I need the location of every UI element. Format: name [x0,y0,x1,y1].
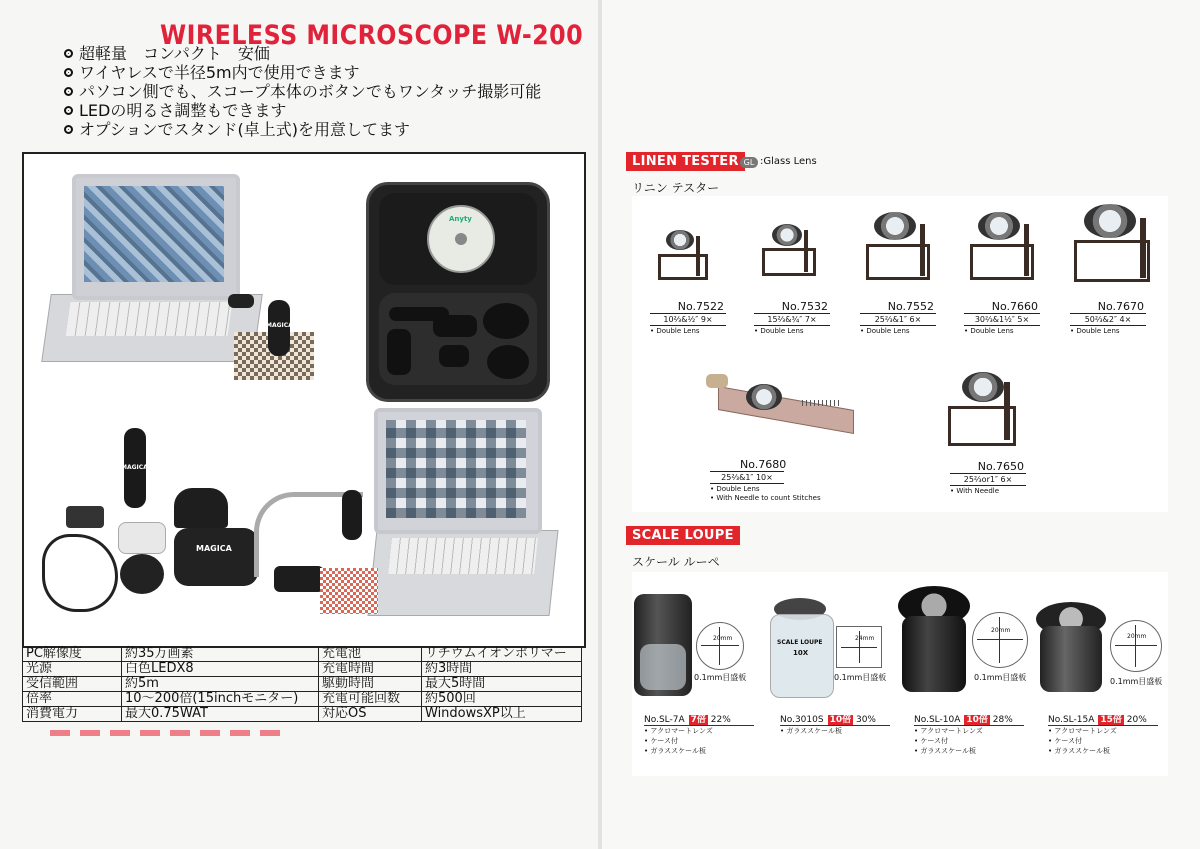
feature-item: 超軽量 コンパクト 安価 [64,44,541,63]
linen-tester-7552-image [862,210,934,282]
bullet-icon [64,125,73,134]
page-fold [598,0,602,849]
linen-tester-7670-image [1070,202,1158,286]
scale-reticle-sl7a: 20mm [696,622,744,670]
table-row: PC解像度 約35万画素 充電池 リチウムイオンポリマー [23,647,582,662]
table-row: 消費電力 最大0.75WAT 対応OS WindowsXP以上 [23,707,582,722]
glass-lens-legend: :Glass Lens [760,156,817,167]
glass-lens-badge: GL [740,157,758,168]
scale-loupe-subtitle: スケール ルーペ [632,555,720,569]
scale-caption: 0.1mm目盛板 [1110,677,1163,686]
loupe-sl10a-image [898,586,972,694]
linen-caption-7552: No.7552 25⅔&1″ 6× • Double Lens [860,300,934,335]
linen-tester-7660-image [966,210,1038,282]
bullet-icon [64,68,73,77]
white-holder [118,522,166,554]
linen-tester-7522-image [656,226,710,280]
table-row: 受信範囲 約5m 駆動時間 最大5時間 [23,677,582,692]
feature-item: LEDの明るさ調整もできます [64,101,541,120]
loupe-3010s-image: SCALE LOUPE 10X [770,598,834,698]
loupe-sl15a-image [1036,602,1108,694]
stand-base-large: MAGICA [174,528,258,586]
laptop2-screen [374,408,542,534]
microscope-standing: MAGICA [124,428,146,508]
linen-caption-7522: No.7522 10⅔&½″ 9× • Double Lens [650,300,724,335]
product-photo-panel [22,152,586,648]
loupe-sl7a-image [634,594,694,698]
microscope-image: MAGICA [268,300,290,356]
linen-tester-7532-image [758,220,818,280]
laptop-keyboard [66,302,233,336]
cut-off-red-text [50,730,280,736]
linen-caption-7680: No.7680 25⅔&1″ 10× • Double Lens • With Needle to count Stitches [710,458,821,502]
sample-sheet [320,568,378,614]
usb-cable [42,534,118,612]
scale-caption-3010s: No.3010S 10倍 30% • ガラススケール板 [780,712,890,736]
linen-caption-7660: No.7660 30⅔&1½″ 5× • Double Lens [964,300,1038,335]
feature-item: パソコン側でも、スコープ本体のボタンでもワンタッチ撮影可能 [64,82,541,101]
ring-holder [120,554,164,594]
linen-caption-7532: No.7532 15⅔&¾″ 7× • Double Lens [754,300,828,335]
charging-dock [174,488,228,528]
carry-case-image [366,182,550,402]
scale-loupe-tag: SCALE LOUPE [626,526,740,545]
receiver-dongle [228,294,254,308]
feature-item: オプションでスタンド(卓上式)を用意してます [64,120,541,139]
software-cd-icon: Anyty [427,205,495,273]
laptop2-keyboard [388,538,538,574]
linen-tester-7650-image [946,368,1022,450]
usb-receiver [66,506,104,528]
bullet-icon [64,49,73,58]
laptop-screen [72,174,240,300]
bullet-icon [64,87,73,96]
scale-caption-sl10a: No.SL-10A 10倍 28% • アクロマートレンズ • ケース付 • ガラススケール板 [914,712,1024,756]
scale-caption: 0.1mm目盛板 [834,673,887,682]
microscope-on-stand [342,490,362,540]
scale-caption-sl15a: No.SL-15A 15倍 20% • アクロマートレンズ • ケース付 • ガラススケール板 [1048,712,1158,756]
scale-reticle-3010s: 24mm [836,626,882,668]
scale-reticle-sl10a: 20mm [972,612,1028,668]
linen-subtitle: リニン テスター [632,181,720,195]
feature-item: ワイヤレスで半径5m内で使用できます [64,63,541,82]
linen-caption-7670: No.7670 50⅔&2″ 4× • Double Lens [1070,300,1144,335]
bullet-icon [64,106,73,115]
scale-caption: 0.1mm目盛板 [694,673,747,682]
linen-tester-tag: LINEN TESTER [626,152,745,171]
scale-caption-sl7a: No.SL-7A 7倍 22% • アクロマートレンズ • ケース付 • ガラススケール板 [644,712,754,756]
linen-caption-7650: No.7650 25⅔or1″ 6× • With Needle [950,460,1024,495]
feature-list [64,44,541,139]
linen-tester-7680-image [706,368,856,448]
page-title: WIRELESS MICROSCOPE W-200 [160,20,584,51]
stand-clamp [274,566,324,592]
table-row: 倍率 10〜200倍(15inchモニター) 充電可能回数 約500回 [23,692,582,707]
scale-caption: 0.1mm目盛板 [974,673,1027,682]
table-row: 光源 白色LEDX8 充電時間 約3時間 [23,662,582,677]
spec-table [22,646,582,722]
scale-reticle-sl15a: 20mm [1110,620,1162,672]
